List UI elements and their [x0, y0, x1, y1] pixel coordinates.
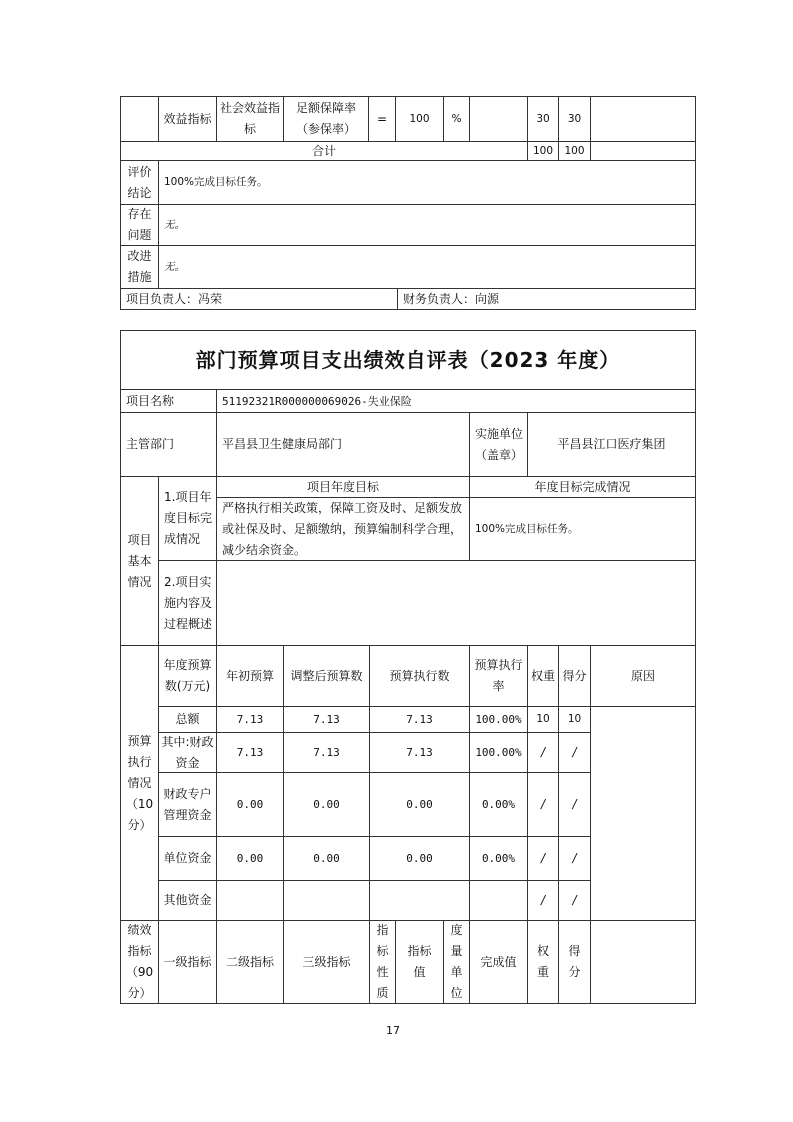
perf-header-score: 得分 — [558, 920, 591, 1004]
budget-row-initial: 7.13 — [216, 706, 284, 733]
budget-row-initial — [216, 880, 284, 921]
item1-label: 1.项目年度目标完成情况 — [158, 476, 217, 561]
budget-row-executed: 0.00 — [369, 772, 470, 837]
perf-header-weight: 权重 — [527, 920, 559, 1004]
budget-row-adjusted: 7.13 — [283, 706, 370, 733]
perf-header-level2: 二级指标 — [216, 920, 284, 1004]
project-name-value: 51192321R000000069026-失业保险 — [216, 389, 696, 413]
goal-header: 项目年度目标 — [216, 476, 470, 498]
perf-header-unit: 度量单位 — [443, 920, 470, 1004]
blank-cell — [120, 96, 159, 142]
indicator-actual — [469, 96, 528, 142]
budget-row-rate: 100.00% — [469, 732, 528, 773]
budget-row-weight: / — [527, 880, 559, 921]
indicator-level1: 效益指标 — [158, 96, 217, 142]
perf-header-level1: 一级指标 — [158, 920, 217, 1004]
budget-row-weight: / — [527, 772, 559, 837]
item2-label: 2.项目实施内容及过程概述 — [158, 560, 217, 646]
budget-row-name: 其中:财政资金 — [158, 732, 217, 773]
indicator-level2: 社会效益指标 — [216, 96, 284, 142]
completion-header: 年度目标完成情况 — [469, 476, 696, 498]
budget-row-adjusted: 7.13 — [283, 732, 370, 773]
form-title: 部门预算项目支出绩效自评表（2023 年度） — [120, 330, 696, 390]
budget-row-name: 总额 — [158, 706, 217, 733]
budget-row-name: 其他资金 — [158, 880, 217, 921]
improvements-value: 无。 — [158, 245, 696, 289]
budget-row-rate — [469, 880, 528, 921]
indicator-target: 100 — [395, 96, 444, 142]
item2-text — [216, 560, 696, 646]
perf-header-target: 指标值 — [395, 920, 444, 1004]
budget-row-initial: 7.13 — [216, 732, 284, 773]
budget-row-executed: 7.13 — [369, 706, 470, 733]
total-weight: 100 — [527, 141, 559, 161]
budget-row-executed: 7.13 — [369, 732, 470, 773]
budget-row-executed: 0.00 — [369, 836, 470, 881]
perf-header-nature: 指标性质 — [369, 920, 396, 1004]
conclusion-label: 评价结论 — [120, 160, 159, 205]
budget-row-rate: 0.00% — [469, 836, 528, 881]
budget-row-executed — [369, 880, 470, 921]
improvements-label: 改进措施 — [120, 245, 159, 289]
budget-header-0: 年度预算数(万元) — [158, 645, 217, 707]
impl-unit-label: 实施单位（盖章） — [469, 412, 528, 477]
budget-row-score: / — [558, 772, 591, 837]
budget-header-6: 得分 — [558, 645, 591, 707]
budget-row-adjusted: 0.00 — [283, 772, 370, 837]
total-label: 合计 — [120, 141, 528, 161]
budget-row-adjusted — [283, 880, 370, 921]
indicator-nature: = — [368, 96, 396, 142]
completion-text: 100%完成目标任务。 — [469, 497, 696, 561]
budget-row-score: / — [558, 880, 591, 921]
budget-header-1: 年初预算 — [216, 645, 284, 707]
budget-row-adjusted: 0.00 — [283, 836, 370, 881]
page-number: 17 — [386, 1024, 400, 1037]
perf-header-level3: 三级指标 — [283, 920, 370, 1004]
budget-row-initial: 0.00 — [216, 772, 284, 837]
budget-label: 预算执行情况（10分） — [120, 645, 159, 921]
budget-row-rate: 100.00% — [469, 706, 528, 733]
budget-row-name: 单位资金 — [158, 836, 217, 881]
perf-header-blank — [590, 920, 696, 1004]
performance-label: 绩效指标（90分） — [120, 920, 159, 1004]
budget-row-name: 财政专户管理资金 — [158, 772, 217, 837]
impl-unit-value: 平昌县江口医疗集团 — [527, 412, 696, 477]
budget-header-2: 调整后预算数 — [283, 645, 370, 707]
budget-reason — [590, 706, 696, 921]
total-reason — [590, 141, 696, 161]
project-lead: 项目负责人：冯荣 — [120, 288, 398, 310]
basic-label: 项目基本情况 — [120, 476, 159, 646]
budget-row-score: 10 — [558, 706, 591, 733]
budget-header-4: 预算执行率 — [469, 645, 528, 707]
goal-text: 严格执行相关政策，保障工资及时、足额发放或社保及时、足额缴纳，预算编制科学合理，减少结余资金。 — [216, 497, 470, 561]
budget-row-rate: 0.00% — [469, 772, 528, 837]
project-name-label: 项目名称 — [120, 389, 217, 413]
budget-header-7: 原因 — [590, 645, 696, 707]
budget-row-weight: 10 — [527, 706, 559, 733]
finance-lead: 财务负责人：向源 — [397, 288, 696, 310]
budget-header-3: 预算执行数 — [369, 645, 470, 707]
dept-value: 平昌县卫生健康局部门 — [216, 412, 470, 477]
indicator-score: 30 — [558, 96, 591, 142]
problems-value: 无。 — [158, 204, 696, 246]
perf-header-actual: 完成值 — [469, 920, 528, 1004]
dept-label: 主管部门 — [120, 412, 217, 477]
indicator-reason — [590, 96, 696, 142]
indicator-unit: % — [443, 96, 470, 142]
budget-header-5: 权重 — [527, 645, 559, 707]
budget-row-score: / — [558, 836, 591, 881]
conclusion-value: 100%完成目标任务。 — [158, 160, 696, 205]
total-score: 100 — [558, 141, 591, 161]
budget-row-score: / — [558, 732, 591, 773]
problems-label: 存在问题 — [120, 204, 159, 246]
indicator-weight: 30 — [527, 96, 559, 142]
indicator-level3: 足额保障率（参保率） — [283, 96, 369, 142]
budget-row-weight: / — [527, 732, 559, 773]
budget-row-initial: 0.00 — [216, 836, 284, 881]
budget-row-weight: / — [527, 836, 559, 881]
